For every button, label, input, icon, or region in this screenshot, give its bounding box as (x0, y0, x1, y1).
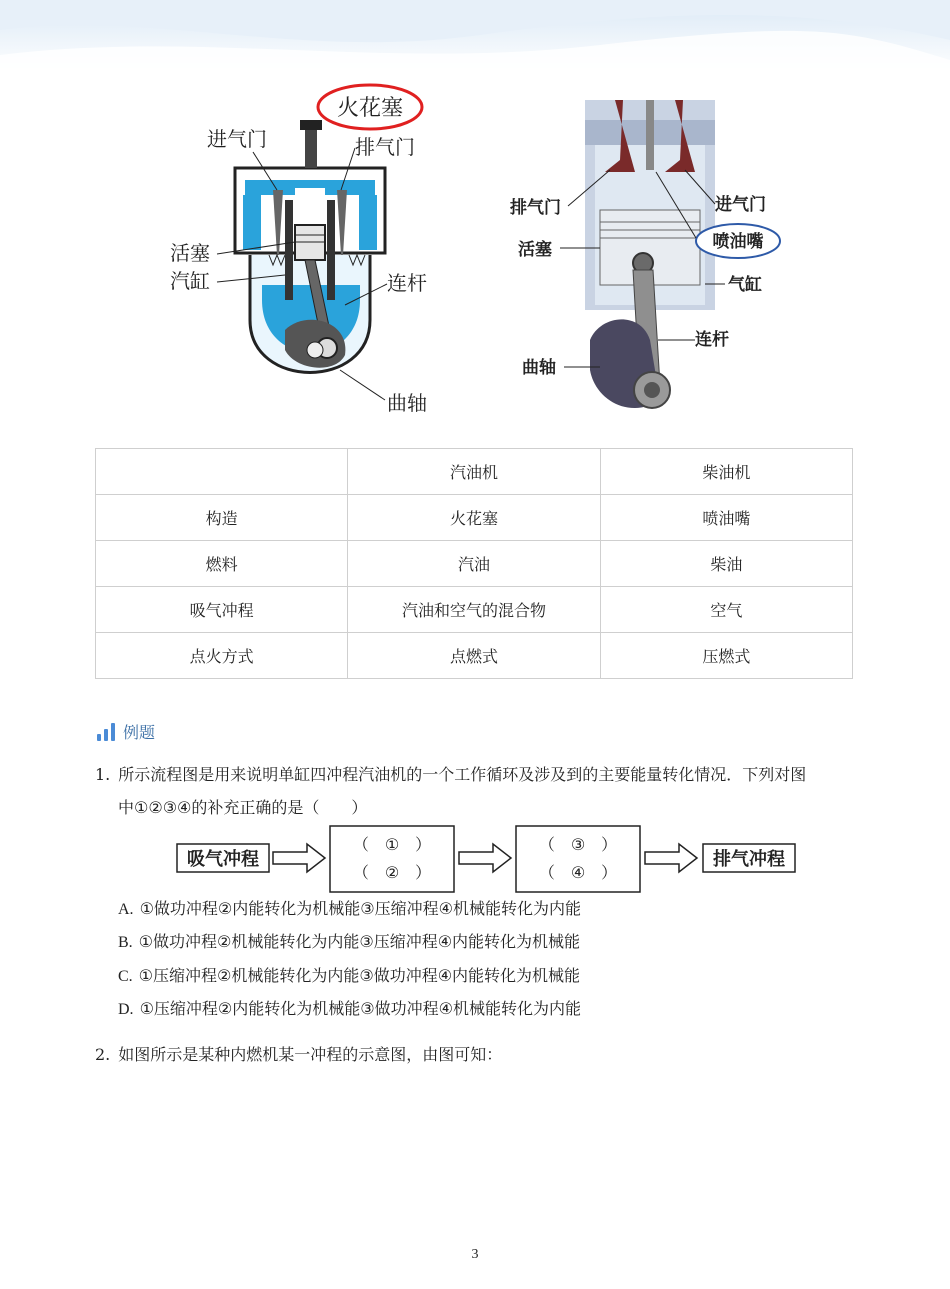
question-number: 2. (95, 1045, 111, 1064)
option-b[interactable] (118, 930, 580, 955)
option-text: ①压缩冲程②机械能转化为内能③做功冲程④内能转化为机械能 (138, 966, 581, 985)
question-1 (95, 758, 855, 824)
option-text: ①做功冲程②机械能转化为内能③压缩冲程④内能转化为机械能 (138, 932, 581, 951)
question-text: 如图所示是某种内燃机某一冲程的示意图，由图可知： (118, 1045, 503, 1064)
table-row (96, 587, 853, 633)
option-a[interactable] (118, 897, 581, 922)
table-cell: 火花塞 (348, 495, 600, 541)
table-row (96, 541, 853, 587)
question-text-line1: 所示流程图是用来说明单缸四冲程汽油机的一个工作循环及涉及到的主要能量转化情况．下列对图 (118, 765, 807, 784)
table-cell: 喷油嘴 (600, 495, 852, 541)
label-crank: 曲轴 (387, 391, 427, 415)
gasoline-engine-diagram (165, 80, 445, 425)
question-2 (95, 1038, 502, 1071)
label-piston: 活塞 (170, 241, 210, 265)
table-cell: 点火方式 (96, 633, 348, 679)
label-cylinder-right: 气缸 (728, 275, 762, 295)
table-cell: 柴油 (600, 541, 852, 587)
table-cell (96, 449, 348, 495)
flow-box2-bottom: （ ④ ） (538, 863, 618, 882)
stroke-flow-diagram (175, 824, 800, 894)
table-cell: 汽油 (348, 541, 600, 587)
table-header-row (96, 449, 853, 495)
flow-box1-top: （ ① ） (352, 835, 432, 854)
page-number: 3 (471, 1247, 479, 1262)
label-spark-plug: 火花塞 (336, 96, 404, 121)
header-wave (0, 0, 950, 75)
flow-box2-top: （ ③ ） (538, 835, 618, 854)
label-crank-right: 曲轴 (522, 358, 556, 378)
option-label: A. (118, 901, 134, 918)
label-injector: 喷油嘴 (712, 232, 764, 252)
table-cell: 构造 (96, 495, 348, 541)
option-d[interactable] (118, 997, 581, 1022)
arrow-icon (645, 844, 697, 872)
question-text-line2: 中①②③④的补充正确的是（ ） (118, 798, 368, 817)
label-rod: 连杆 (387, 271, 427, 295)
table-row (96, 633, 853, 679)
option-text: ①压缩冲程②内能转化为机械能③做功冲程④机械能转化为内能 (139, 999, 581, 1018)
option-label: C. (118, 968, 133, 985)
table-cell: 吸气冲程 (96, 587, 348, 633)
table-row (96, 495, 853, 541)
arrow-icon (273, 844, 325, 872)
comparison-table (95, 448, 853, 679)
option-label: B. (118, 934, 133, 951)
label-rod-right: 连杆 (695, 330, 729, 350)
label-exhaust-valve: 排气门 (355, 135, 415, 159)
label-exhaust-valve-right: 排气门 (510, 198, 561, 218)
table-cell: 汽油机 (348, 449, 600, 495)
arrow-icon (459, 844, 511, 872)
table-cell: 柴油机 (600, 449, 852, 495)
section-title: 例题 (123, 722, 156, 742)
table-cell: 压燃式 (600, 633, 852, 679)
label-intake-valve: 进气门 (207, 127, 267, 151)
option-label: D. (118, 1001, 134, 1018)
label-intake-valve-right: 进气门 (715, 195, 766, 215)
table-cell: 燃料 (96, 541, 348, 587)
flow-start: 吸气冲程 (187, 849, 259, 870)
label-piston-right: 活塞 (518, 240, 552, 260)
table-cell: 空气 (600, 587, 852, 633)
section-heading (97, 718, 155, 744)
flow-box1-bottom: （ ② ） (352, 863, 432, 882)
diesel-engine-diagram (500, 100, 800, 430)
option-c[interactable] (118, 964, 580, 989)
table-cell: 点燃式 (348, 633, 600, 679)
question-number: 1. (95, 765, 111, 784)
option-text: ①做功冲程②内能转化为机械能③压缩冲程④机械能转化为内能 (139, 899, 581, 918)
bar-chart-icon (97, 721, 115, 741)
label-cylinder: 汽缸 (170, 269, 210, 293)
table-cell: 汽油和空气的混合物 (348, 587, 600, 633)
flow-end: 排气冲程 (713, 849, 785, 870)
